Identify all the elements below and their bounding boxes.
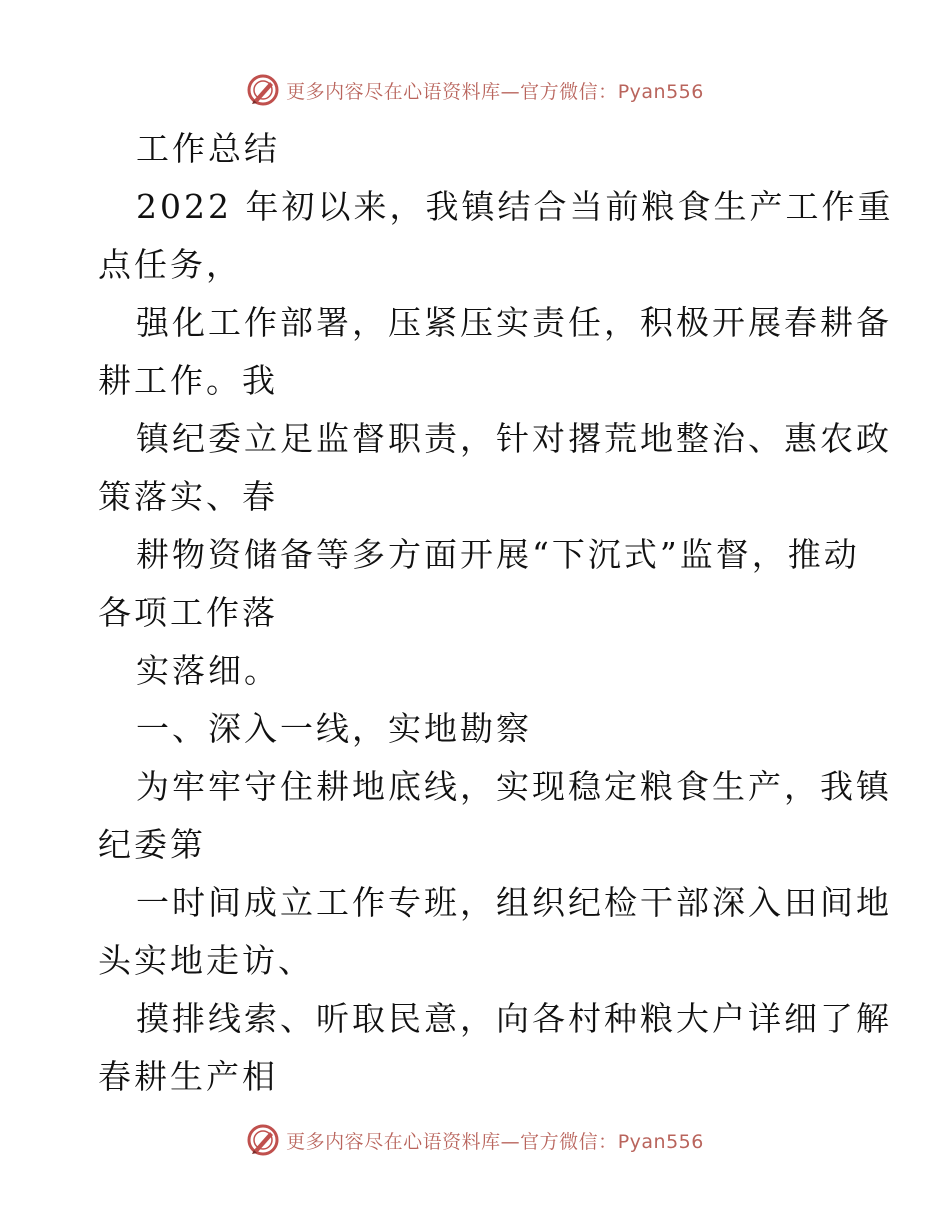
header-watermark-text xyxy=(286,77,704,104)
paragraph-line: 强化工作部署，压紧压实责任，积极开展春耕备 xyxy=(136,303,892,342)
paragraph-line: 耕物资储备等多方面开展“下沉式”监督，推动 xyxy=(136,535,860,574)
wechat-id: Pyan556 xyxy=(617,80,704,103)
watermark-text: 更多内容尽在心语资料库 xyxy=(286,80,501,103)
paragraph-line: 纪委第 xyxy=(98,825,206,864)
watermark-text: 更多内容尽在心语资料库 xyxy=(286,1130,501,1153)
paragraph-line: 策落实、春 xyxy=(98,477,278,516)
pen-logo-icon xyxy=(246,73,280,107)
wechat-label: 官方微信： xyxy=(520,1130,618,1153)
footer-watermark-text xyxy=(286,1127,704,1154)
paragraph-line: 头实地走访、 xyxy=(98,941,314,980)
paragraph-line: 实落细。 xyxy=(136,651,280,690)
paragraph-line: 镇纪委立足监督职责，针对撂荒地整治、惠农政 xyxy=(136,419,892,458)
paragraph-line: 各项工作落 xyxy=(98,593,278,632)
footer-watermark xyxy=(0,1120,950,1160)
paragraph-line: 为牢牢守住耕地底线，实现稳定粮食生产，我镇 xyxy=(136,767,892,806)
wechat-label: 官方微信： xyxy=(520,80,618,103)
paragraph-line: 春耕生产相 xyxy=(98,1057,278,1096)
paragraph-line: 2022 年初以来，我镇结合当前粮食生产工作重 xyxy=(136,187,894,226)
pen-logo-icon xyxy=(246,1123,280,1157)
paragraph-line: 耕工作。我 xyxy=(98,361,278,400)
watermark-separator: — xyxy=(500,80,521,103)
wechat-id: Pyan556 xyxy=(617,1130,704,1153)
paragraph-line: 点任务， xyxy=(98,245,242,284)
paragraph-line: 摸排线索、听取民意，向各村种粮大户详细了解 xyxy=(136,999,892,1038)
header-watermark xyxy=(0,70,950,110)
document-body xyxy=(98,120,894,1106)
doc-title: 工作总结 xyxy=(136,129,280,168)
paragraph-line: 一时间成立工作专班，组织纪检干部深入田间地 xyxy=(136,883,892,922)
watermark-separator: — xyxy=(500,1130,521,1153)
section-heading: 一、深入一线，实地勘察 xyxy=(136,709,532,748)
